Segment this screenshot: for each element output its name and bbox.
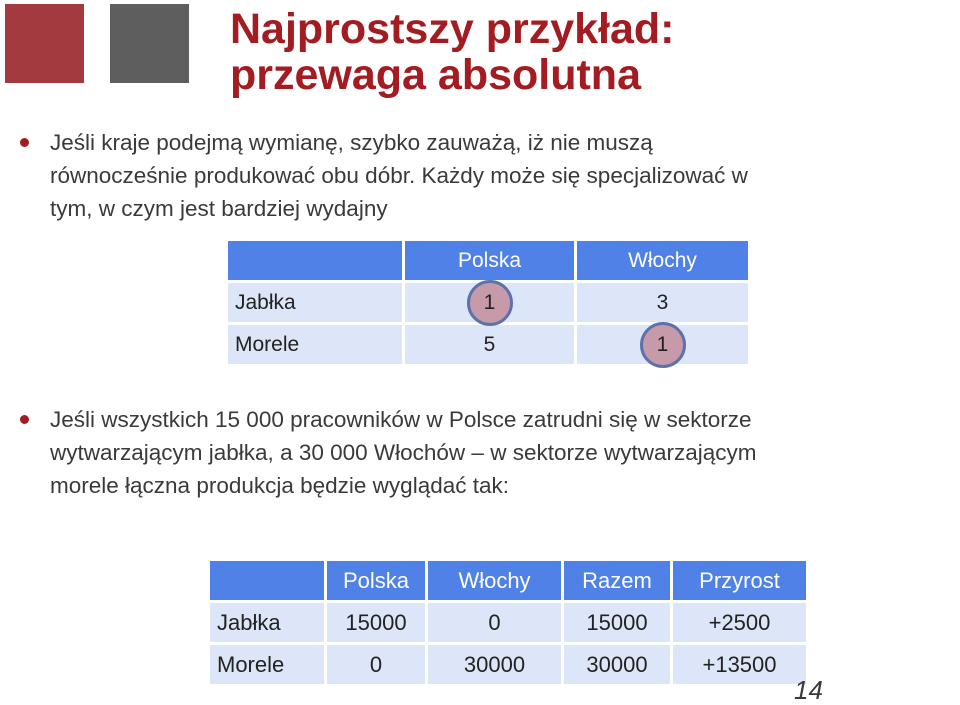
table-row: [210, 645, 806, 684]
row-label-morele: Morele: [228, 325, 402, 364]
header-cell-polska: Polska: [327, 561, 425, 600]
bullet-1-text: [50, 126, 748, 225]
table-cell: 0: [428, 603, 561, 642]
title-line-1: Najprostszy przykład:: [230, 5, 675, 53]
table-cell: +2500: [673, 603, 806, 642]
bullet-1-line-3: tym, w czym jest bardziej wydajny: [50, 196, 388, 221]
row-label-jablka: Jabłka: [228, 283, 402, 322]
table-header-row: [210, 561, 806, 600]
table-cell: 15000: [564, 603, 670, 642]
cell-value: 1: [483, 290, 496, 314]
productivity-table: [225, 238, 751, 367]
bullet-1: [20, 126, 748, 225]
table-cell: 15000: [327, 603, 425, 642]
decor-square-gray: [110, 4, 189, 83]
title-line-2: przewaga absolutna: [230, 51, 641, 99]
bullet-2: [20, 403, 757, 502]
bullet-dot-icon: [20, 138, 29, 147]
production-table: [207, 558, 809, 687]
bullet-1-line-2: równocześnie produkować obu dóbr. Każdy może się specjalizować w: [50, 163, 748, 188]
table-row: [228, 283, 748, 322]
table-cell: 0: [327, 645, 425, 684]
header-cell-razem: Razem: [564, 561, 670, 600]
header-cell-empty: [228, 241, 402, 280]
table-cell: 30000: [428, 645, 561, 684]
row-label-morele: Morele: [210, 645, 324, 684]
table-cell: 30000: [564, 645, 670, 684]
cell-value: 1: [656, 332, 669, 356]
bullet-2-line-1: Jeśli wszystkich 15 000 pracowników w Polsce zatrudni się w sektorze: [50, 407, 752, 432]
bullet-1-line-1: Jeśli kraje podejmą wymianę, szybko zauważą, iż nie muszą: [50, 130, 653, 155]
header-cell-wlochy: Włochy: [577, 241, 748, 280]
bullet-2-text: [50, 403, 757, 502]
table-cell: +13500: [673, 645, 806, 684]
table-cell: 3: [577, 283, 748, 322]
header-cell-przyrost: Przyrost: [673, 561, 806, 600]
decor-square-red: [5, 4, 84, 83]
table-row: [228, 325, 748, 364]
header-cell-empty: [210, 561, 324, 600]
table-cell: 5: [405, 325, 574, 364]
table-cell-highlighted: [577, 325, 748, 364]
page-number: 14: [794, 675, 823, 705]
row-label-jablka: Jabłka: [210, 603, 324, 642]
table-row: [210, 603, 806, 642]
slide-title: [230, 6, 950, 98]
bullet-2-line-2: wytwarzającym jabłka, a 30 000 Włochów – w sektorze wytwarzającym: [50, 440, 757, 465]
header-cell-wlochy: Włochy: [428, 561, 561, 600]
bullet-2-line-3: morele łączna produkcja będzie wyglądać tak:: [50, 473, 509, 498]
bullet-dot-icon: [20, 415, 29, 424]
table-cell-highlighted: [405, 283, 574, 322]
table-header-row: [228, 241, 748, 280]
header-cell-polska: Polska: [405, 241, 574, 280]
